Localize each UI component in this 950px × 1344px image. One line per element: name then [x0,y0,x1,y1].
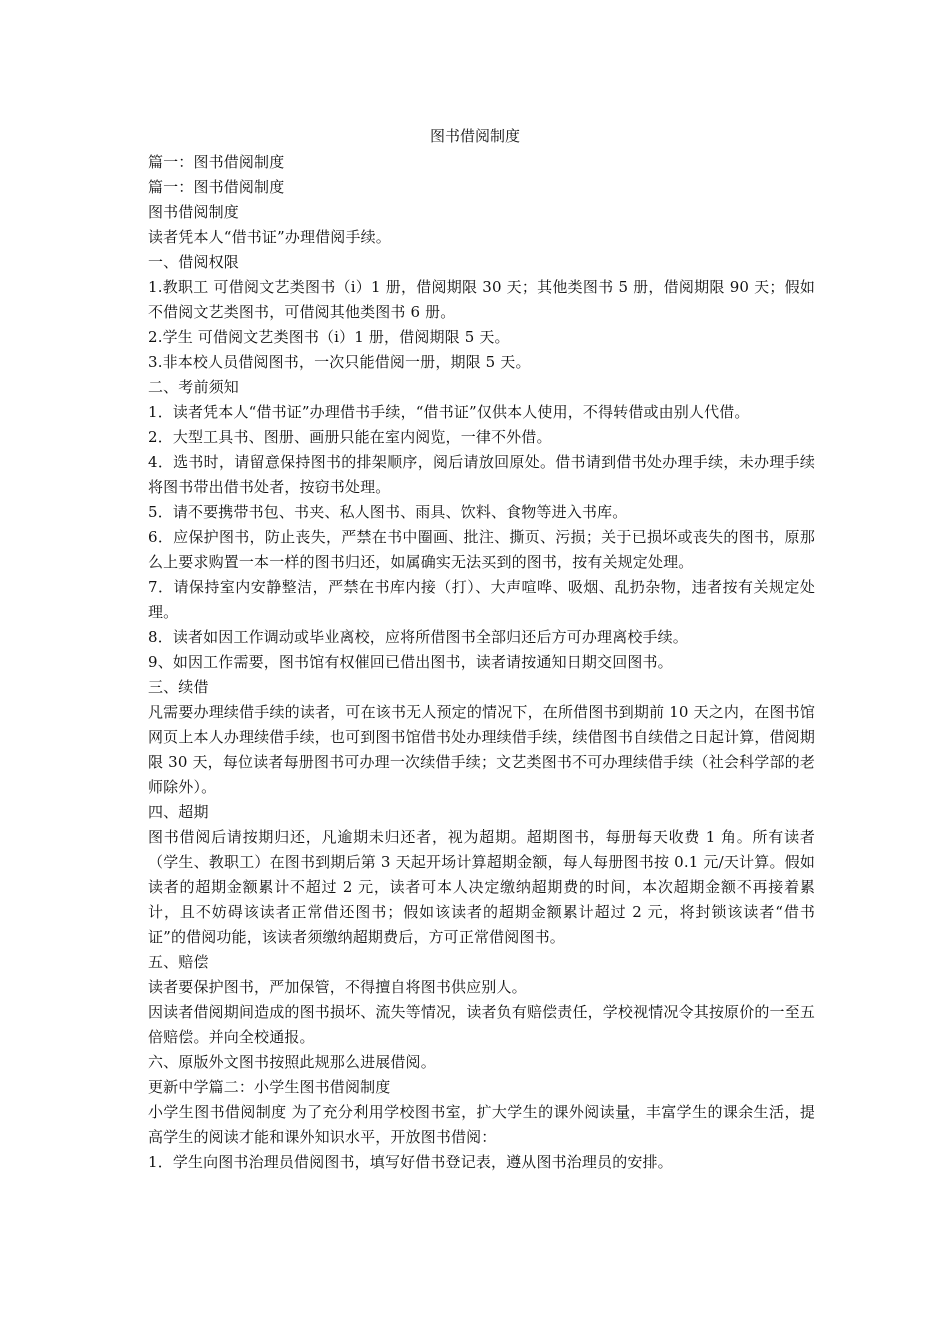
paragraph: 3.非本校人员借阅图书，一次只能借阅一册，期限 5 天。 [148,353,531,371]
paragraph: 图书借阅后请按期归还，凡逾期未归还者，视为超期。超期图书，每册每天收费 1 角。所有读者（学生、教职工）在图书到期后第 3 天起开场计算超期金额，每人每册图书按 0.1 元/天计算。假如读者的超期金额累计不超过 2 元，读者可本人决定缴纳超期费的时间，本次超期金额不再接着累计，且不妨碍该读者正常借还图书；假如该读者的超期金额累计超过 2 元，将封锁该读者“借书证”的借阅功能，该读者须缴纳超期费后，方可正常借阅图书。 [148,828,815,946]
paragraph: 篇一：图书借阅制度 [148,153,285,171]
paragraph: 1．学生向图书治理员借阅图书，填写好借书登记表，遵从图书治理员的安排。 [148,1153,673,1171]
document-body [143,150,815,1175]
paragraph: 1.教职工 可借阅文艺类图书（i）1 册，借阅期限 30 天；其他类图书 5 册，借阅期限 90 天；假如不借阅文艺类图书，可借阅其他类图书 6 册。 [148,278,815,321]
document-title: 图书借阅制度 [429,127,520,145]
paragraph: 凡需要办理续借手续的读者，可在该书无人预定的情况下，在所借图书到期前 10 天之内，在图书馆网页上本人办理续借手续，也可到图书馆借书处办理续借手续，续借图书自续借之日起计算，借阅期限 30 天，每位读者每册图书可办理一次续借手续；文艺类图书不可办理续借手续（社会科学部的老师除外）。 [148,703,815,796]
paragraph: 6．应保护图书，防止丧失，严禁在书中圈画、批注、撕页、污损；关于已损坏或丧失的图书，原那么上要求购置一本一样的图书归还，如属确实无法买到的图书，按有关规定处理。 [148,528,815,571]
paragraph: 图书借阅制度 [148,203,239,221]
paragraph: 一、借阅权限 [148,253,239,271]
paragraph: 五、赔偿 [148,953,209,971]
paragraph: 读者凭本人“借书证”办理借阅手续。 [148,228,391,246]
paragraph: 因读者借阅期间造成的图书损坏、流失等情况，读者负有赔偿责任，学校视情况令其按原价的一至五倍赔偿。并向全校通报。 [148,1003,815,1046]
paragraph: 二、考前须知 [148,378,239,396]
paragraph: 三、续借 [148,678,209,696]
paragraph: 1．读者凭本人“借书证”办理借书手续，“借书证”仅供本人使用，不得转借或由别人代借。 [148,403,750,421]
paragraph: 8．读者如因工作调动或毕业离校，应将所借图书全部归还后方可办理离校手续。 [148,628,688,646]
paragraph: 更新中学篇二：小学生图书借阅制度 [148,1078,391,1096]
paragraph: 读者要保护图书，严加保管，不得擅自将图书供应别人。 [148,978,527,996]
paragraph: 5．请不要携带书包、书夹、私人图书、雨具、饮料、食物等进入书库。 [148,503,628,521]
paragraph: 7．请保持室内安静整洁，严禁在书库内接（打）、大声喧哗、吸烟、乱扔杂物，违者按有关规定处理。 [148,578,815,621]
paragraph: 9、如因工作需要，图书馆有权催回已借出图书，读者请按通知日期交回图书。 [148,653,673,671]
paragraph: 2.学生 可借阅文艺类图书（i）1 册，借阅期限 5 天。 [148,328,510,346]
paragraph: 2．大型工具书、图册、画册只能在室内阅览，一律不外借。 [148,428,552,446]
paragraph: 篇一：图书借阅制度 [148,178,285,196]
paragraph: 四、超期 [148,803,209,821]
paragraph: 六、原版外文图书按照此规那么进展借阅。 [148,1053,436,1071]
paragraph: 4．选书时，请留意保持图书的排架顺序，阅后请放回原处。借书请到借书处办理手续，未办理手续将图书带出借书处者，按窃书处理。 [148,453,815,496]
paragraph: 小学生图书借阅制度 为了充分利用学校图书室，扩大学生的课外阅读量，丰富学生的课余生活，提高学生的阅读才能和课外知识水平，开放图书借阅： [148,1103,815,1146]
